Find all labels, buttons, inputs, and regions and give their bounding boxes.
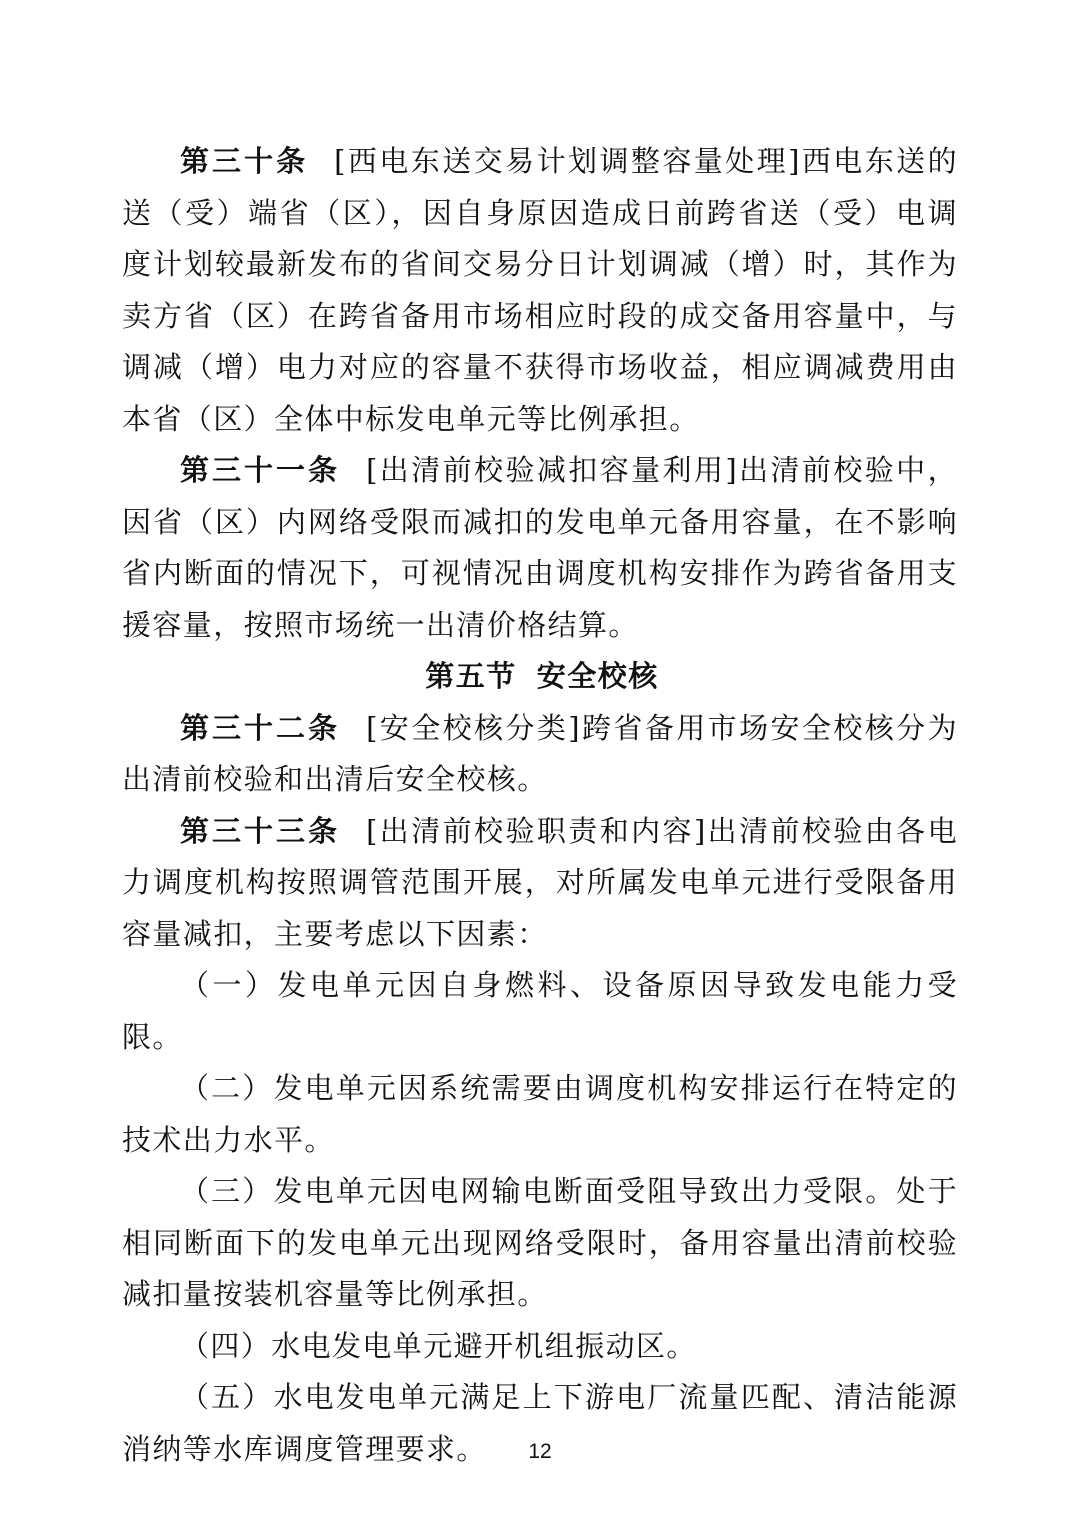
article-30	[122, 136, 958, 445]
article-body: [出清前校验职责和内容]出清前校验由各电力调度机构按照调管范围开展，对所属发电单元进行受限备用容量减扣，主要考虑以下因素：	[122, 813, 958, 951]
section-number: 第五节	[425, 659, 517, 693]
article-31	[122, 445, 958, 651]
list-item: （五）水电发电单元满足上下游电厂流量匹配、清洁能源消纳等水库调度管理要求。	[122, 1380, 958, 1466]
article-body: [安全校核分类]跨省备用市场安全校核分为出清前校验和出清后安全校核。	[122, 710, 958, 796]
list-item: （三）发电单元因电网输电断面受阻导致出力受限。处于相同断面下的发电单元出现网络受限时，备用容量出清前校验减扣量按装机容量等比例承担。	[122, 1174, 958, 1311]
article-label: 第三十二条	[180, 710, 341, 745]
list-item: （四）水电发电单元避开机组振动区。	[180, 1328, 697, 1363]
section-heading	[122, 651, 958, 703]
article-label: 第三十三条	[180, 813, 341, 848]
section-name: 安全校核	[536, 659, 659, 693]
document-page	[122, 136, 958, 1475]
article-body: [出清前校验减扣容量利用]出清前校验中，因省（区）内网络受限而减扣的发电单元备用容量，在不影响省内断面的情况下，可视情况由调度机构安排作为跨省备用支援容量，按照市场统一出清价格结算。	[122, 453, 958, 642]
article-32	[122, 703, 958, 806]
article-body: [西电东送交易计划调整容量处理]西电东送的送（受）端省（区），因自身原因造成日前跨省送（受）电调度计划较最新发布的省间交易分日计划调减（增）时，其作为卖方省（区）在跨省备用市场相应时段的成交备用容量中，与调减（增）电力对应的容量不获得市场收益，相应调减费用由本省（区）全体中标发电单元等比例承担。	[122, 144, 958, 436]
list-item: （一）发电单元因自身燃料、设备原因导致发电能力受限。	[122, 968, 958, 1054]
article-33	[122, 806, 958, 961]
list-item: （二）发电单元因系统需要由调度机构安排运行在特定的技术出力水平。	[122, 1071, 958, 1157]
article-label: 第三十条	[180, 144, 309, 178]
page-number: 12	[528, 1440, 552, 1463]
article-label: 第三十一条	[180, 453, 341, 487]
